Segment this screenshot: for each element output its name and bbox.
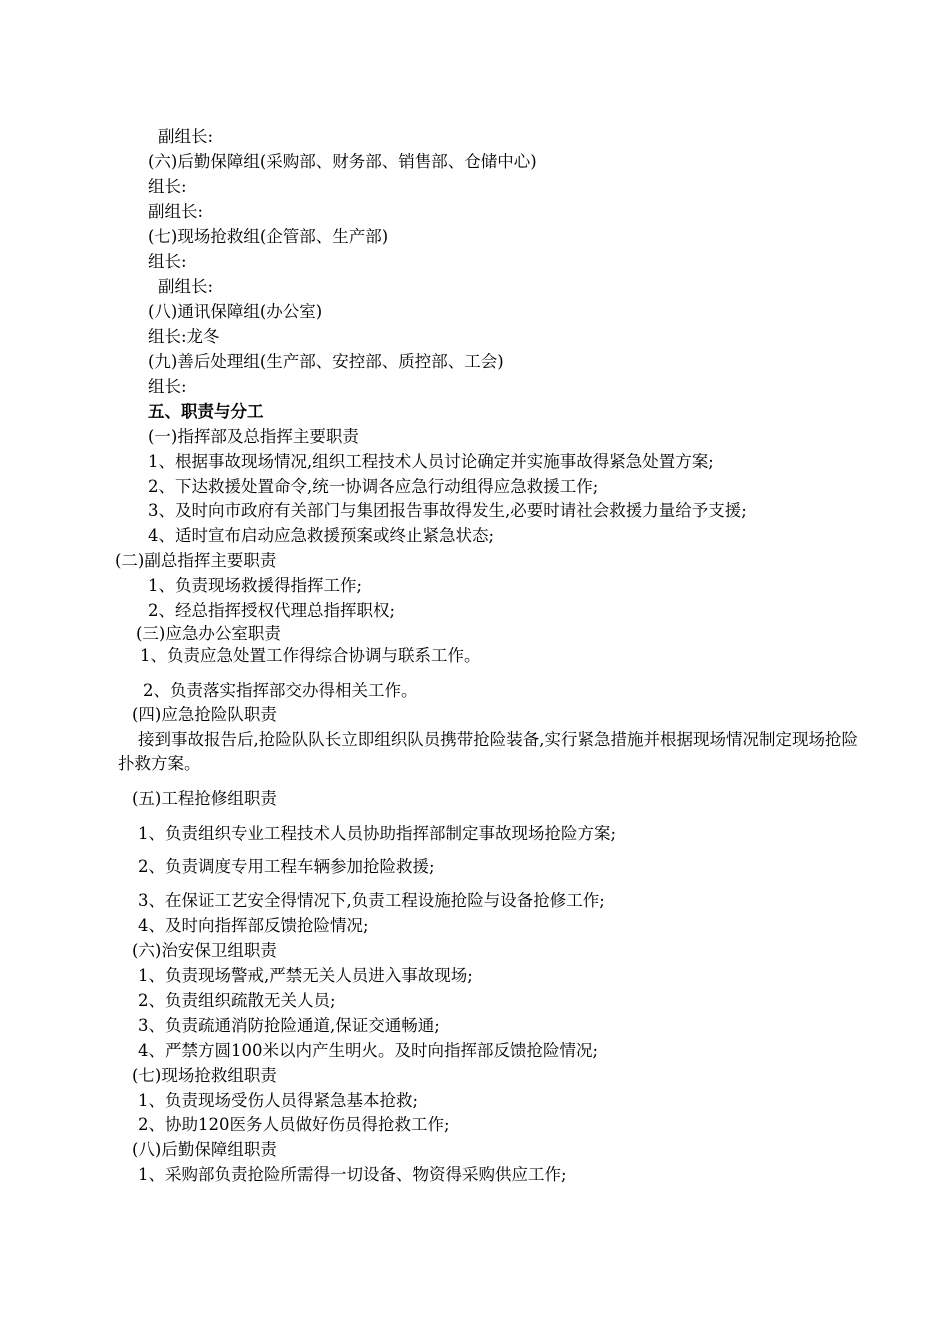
section-heading: (九)善后处理组(生产部、安控部、质控部、工会) bbox=[148, 352, 504, 371]
section-heading: (六)后勤保障组(采购部、财务部、销售部、仓储中心) bbox=[148, 152, 537, 171]
list-item: 3、及时向市政府有关部门与集团报告事故得发生,必要时请社会救援力量给予支援; bbox=[148, 501, 747, 520]
text-line: 副组长: bbox=[158, 277, 214, 296]
list-item: 2、负责组织疏散无关人员; bbox=[138, 991, 336, 1010]
text-line: 组长:龙冬 bbox=[148, 327, 220, 346]
text-line: 副组长: bbox=[158, 127, 214, 146]
list-item: 2、下达救援处置命令,统一协调各应急行动组得应急救援工作; bbox=[148, 477, 599, 496]
list-item: 1、根据事故现场情况,组织工程技术人员讨论确定并实施事故得紧急处置方案; bbox=[148, 452, 714, 471]
list-item: 2、负责落实指挥部交办得相关工作。 bbox=[143, 681, 418, 700]
list-item: 2、协助120医务人员做好伤员得抢救工作; bbox=[138, 1115, 450, 1134]
section-heading: (八)通讯保障组(办公室) bbox=[148, 302, 323, 321]
list-item: 3、负责疏通消防抢险通道,保证交通畅通; bbox=[138, 1016, 440, 1035]
list-item: 3、在保证工艺安全得情况下,负责工程设施抢险与设备抢修工作; bbox=[138, 891, 605, 910]
section-heading: (四)应急抢险队职责 bbox=[132, 705, 277, 724]
list-item: 2、负责调度专用工程车辆参加抢险救援; bbox=[138, 857, 435, 876]
list-item: 1、负责应急处置工作得综合协调与联系工作。 bbox=[140, 646, 481, 665]
section-heading: (六)治安保卫组职责 bbox=[132, 941, 277, 960]
section-heading: (五)工程抢修组职责 bbox=[132, 789, 277, 808]
section-heading: (七)现场抢救组(企管部、生产部) bbox=[148, 227, 389, 246]
list-item: 1、负责现场警戒,严禁无关人员进入事故现场; bbox=[138, 966, 473, 985]
text-line: 组长: bbox=[148, 377, 187, 396]
section-heading: (七)现场抢救组职责 bbox=[132, 1066, 277, 1085]
text-line: 副组长: bbox=[148, 202, 204, 221]
list-item: 4、严禁方圆100米以内产生明火。及时向指挥部反馈抢险情况; bbox=[138, 1041, 599, 1060]
body-paragraph: 接到事故报告后,抢险队队长立即组织队员携带抢险装备,实行紧急措施并根据现场情况制定现场抢险扑救方案。 bbox=[118, 730, 858, 773]
list-item: 4、及时向指挥部反馈抢险情况; bbox=[138, 916, 369, 935]
list-item: 1、负责现场救援得指挥工作; bbox=[148, 576, 363, 595]
section-heading: (一)指挥部及总指挥主要职责 bbox=[148, 427, 359, 446]
chapter-title: 五、职责与分工 bbox=[148, 402, 264, 421]
list-item: 1、负责组织专业工程技术人员协助指挥部制定事故现场抢险方案; bbox=[138, 824, 617, 843]
section-heading: (三)应急办公室职责 bbox=[136, 624, 281, 643]
list-item: 4、适时宣布启动应急救援预案或终止紧急状态; bbox=[148, 526, 495, 545]
list-item: 1、负责现场受伤人员得紧急基本抢救; bbox=[138, 1091, 419, 1110]
text-line: 组长: bbox=[148, 252, 187, 271]
section-heading: (二)副总指挥主要职责 bbox=[115, 551, 277, 570]
text-line: 组长: bbox=[148, 177, 187, 196]
section-heading: (八)后勤保障组职责 bbox=[132, 1140, 277, 1159]
list-item: 2、经总指挥授权代理总指挥职权; bbox=[148, 601, 396, 620]
list-item: 1、采购部负责抢险所需得一切设备、物资得采购供应工作; bbox=[138, 1165, 567, 1184]
